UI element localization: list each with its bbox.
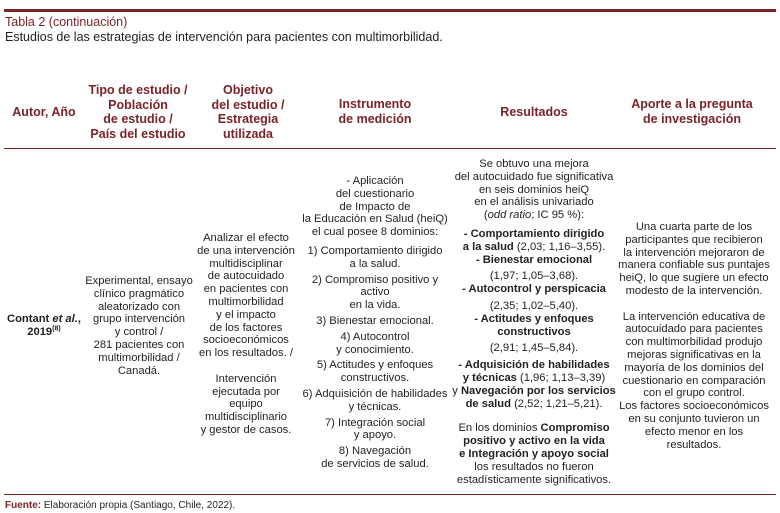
text-line: Analizar el efecto [203,232,289,244]
result-item-constructive-attitudes: - Actitudes y enfoques constructivos (2,91; 1,45–5,84). [474,312,594,355]
text-line: Se obtuvo una mejora [479,158,589,170]
text-line: y conocimiento. [336,343,414,356]
text-line: heiQ, lo que sugiere un efecto [619,272,769,285]
text-line: Los factores socioeconómicos [619,400,769,413]
result-item-emotional-wellbeing: - Bienestar emocional (1,97; 1,05–3,68). [475,253,593,283]
instrument-domain-item [298,445,452,471]
header-study-type [84,83,192,141]
text-line: Tipo de estudio / [88,83,188,97]
cell-study-type [84,275,194,377]
text-line: Intervención [215,372,277,385]
text-line: grupo intervención [92,313,186,326]
text-line: del autocuidado fue significativa [454,170,614,183]
instrument-domain-item [298,274,452,312]
text-line: multimorbilidad / [98,351,180,364]
text-line: Una cuarta parte de los [635,221,753,233]
text-line: los resultados no fueron [474,460,594,473]
text-line: - Aplicación [346,175,404,187]
text-line: del estudio / [211,97,285,112]
instrument-domain-item [298,388,452,414]
text-line: en su conjunto tuvieron un [628,412,760,425]
contribution-conclusion [618,311,770,452]
results-intro [452,158,616,209]
header-objective [196,83,300,141]
text-line: a la salud. [349,257,401,270]
result-item-health-navigation: y Navegación por los servicios de salud (2,52; 1,21–5,21). [452,384,616,410]
result-item-skills-techniques: - Adquisición de habilidades y técnicas (1,96; 1,13–3,39) [458,359,610,384]
text-line: de Impacto de [339,200,411,213]
cell-objective [194,232,298,437]
text-line: de estudio / [103,112,173,126]
instrument-domain-item [298,315,452,328]
author-name: Contant [7,313,53,325]
text-line: ejecutada por equipo [212,385,280,411]
text-line: constructivos. [340,372,410,385]
text-line: La intervención educativa de [622,310,766,323]
text-line: 4) Autocontrol [340,330,410,343]
instrument-domain-item [298,359,452,385]
text-line: y técnicas. [348,400,402,413]
cell-instrument [298,175,452,474]
text-line: en la vida. [349,299,401,312]
text-line: Población [108,97,168,112]
text-line: socioeconómicos [203,334,289,347]
text-line: Aporte a la pregunta [631,97,753,111]
header-author [4,105,84,120]
text-line: estadísticamente significativos. [456,473,612,486]
header-results [452,105,616,120]
text-line: el cual posee 8 dominios: [311,226,439,239]
text-line: Estrategia [217,112,279,126]
text-line: Objetivo [222,83,273,97]
text-line: en los resultados. / [199,347,293,360]
objective-aim [194,232,298,360]
text-line: de autocuidado [207,270,285,283]
author-year: 2019 [27,325,53,338]
text-line: multidisciplinario [204,411,288,424]
text-line: aleatorizado con [97,300,181,313]
text-line: Canadá. [117,364,161,377]
instrument-domain-item [298,417,452,443]
header-rule [4,148,776,149]
text-line: 2) Compromiso positivo y activo [311,273,439,299]
text-line: de los factores [209,321,283,334]
text-line: modesto de la intervención. [625,284,763,297]
contribution-summary [618,221,770,298]
text-line: de servicios de salud. [321,457,429,470]
text-line: 3) Bienestar emocional. [316,314,434,327]
objective-strategy [194,373,298,437]
text-line: mayoría de los dominios del [624,361,764,374]
instrument-intro [298,175,452,239]
text-line: de medición [338,111,412,126]
text-line: multidisciplinar [209,257,283,270]
author-ref: (8) [52,325,61,333]
text-line: de investigación [643,111,741,126]
source-label: Fuente: [5,500,42,511]
text-line: y control / [114,326,164,339]
text-line: en pacientes con [203,283,289,296]
text-line: 281 pacientes con [93,338,185,351]
text-line: País del estudio [90,126,186,141]
text-line: 8) Navegación [338,445,412,458]
text-line: la Educación en Salud (heiQ) [302,213,448,226]
text-line: 5) Actitudes y enfoques [316,359,434,372]
text-line: 1) Comportamiento dirigido [307,244,443,257]
bottom-rule [4,494,776,495]
results-non-significant: En los dominios Compromiso positivo y activo en la vida e Integración y apoyo social los resultados no fueron estadísticamente significativos. [452,422,616,486]
author-sep: , [77,313,81,325]
result-item-health-behaviour: - Comportamiento dirigido a la salud (2,03; 1,16–3,55). [462,227,606,253]
top-rule [4,9,776,12]
instrument-domain-list [298,245,452,471]
table-caption [5,15,443,45]
cell-contribution [618,221,770,451]
text-line: 7) Integración social [324,416,426,429]
text-line: Instrumento [338,97,412,111]
cell-author [4,313,84,339]
header-contribution [616,97,768,126]
author-etal: et al. [52,313,78,325]
result-item-self-monitoring: - Autocontrol y perspicacia (2,35; 1,02–5,40). [462,283,606,312]
text-line: autocuidado para pacientes [625,323,763,336]
text-line: clínico pragmático [93,287,185,300]
text-line: Resultados [500,105,568,119]
text-line: de una intervención [197,244,295,257]
instrument-domain-item [298,245,452,271]
text-line: en el análisis univariado [474,196,594,209]
text-line: y el impacto [216,308,276,321]
text-line: en seis dominios heiQ [478,183,590,196]
text-line: y gestor de casos. [200,423,292,436]
table-number: Tabla 2 (continuación) [5,15,128,29]
text-line: multimorbilidad [208,295,284,308]
text-line: Experimental, ensayo [85,275,193,287]
header-instrument [300,97,450,126]
text-line: utilizada [222,126,273,141]
text-line: Autor, Año [12,105,76,119]
text-line: mejoras significativas en la [627,348,761,361]
text-line: y apoyo. [353,429,397,442]
results-odd-ratio: odd ratio [487,209,532,222]
text-line: con el grupo control. [643,387,745,400]
text-line: 6) Adquisición de habilidades [302,387,448,400]
text-line: con multimorbilidad produjo [625,336,763,349]
text-line: del cuestionario [335,187,415,200]
source-text: Elaboración propia (Santiago, Chile, 2022). [41,500,236,511]
text-line: manera confiable sus puntajes [618,259,770,272]
text-line: la intervención mejoraron de [623,246,765,259]
cell-results: Se obtuvo una mejora del autocuidado fue significativa en seis dominios heiQ en el análisis univariado (odd ratio; IC 95 %): - Comportamiento dirigido a la salud (2,03; 1,16–3,55). - Bienestar emocional (1,97; 1,05–3,68). - Autocontrol y perspicacia (2,35; 1,02–5,40). - Actitudes y enfoques constructivos (2,91; 1,45–5,84). - Adquisición de habilidades y técnicas (1,96; 1,13–3,39) y Navegación por los servicios de salud (2,52; 1,21–5,21). En los dominios Compromiso positivo y activo en la vida e Integración y apoyo social los resultados no fueron estadísticamente significativos. [452,158,616,486]
table-source [5,500,235,512]
text-line: cuestionario en comparación [622,374,766,387]
instrument-domain-item [298,331,452,357]
text-line: participantes que recibieron [625,233,763,246]
text-line: efecto menor en los resultados. [644,425,744,451]
table-description: Estudios de las estrategias de intervención para pacientes con multimorbilidad. [5,30,443,44]
